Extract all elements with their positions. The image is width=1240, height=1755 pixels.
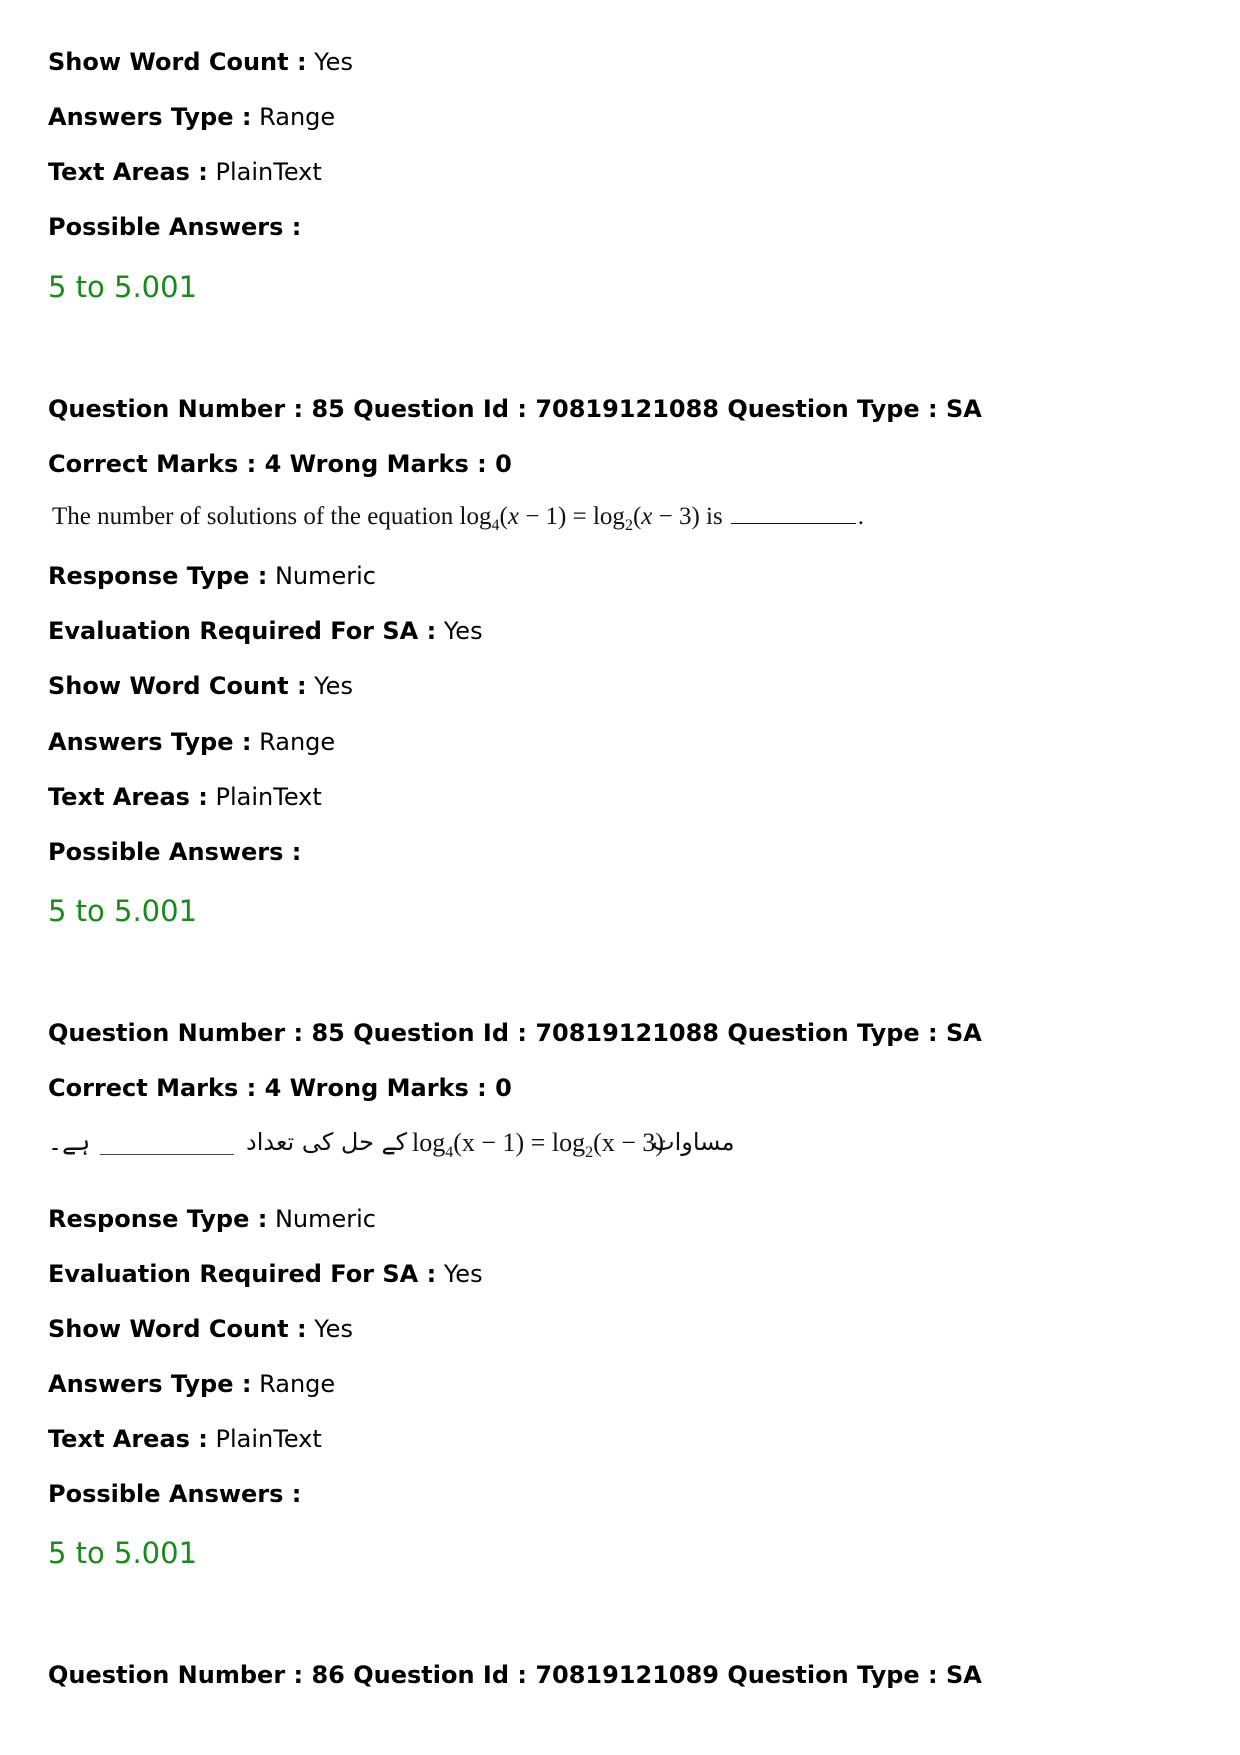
var-x: x [507,503,519,530]
answers-type-row [48,727,335,757]
field-value: Yes [443,617,483,645]
marks-text: Correct Marks : 4 Wrong Marks : 0 [48,1074,512,1102]
possible-answer-value: 5 to 5.001 [48,894,198,928]
field-label: Text Areas : [48,1425,208,1453]
possible-answer-value: 5 to 5.001 [48,1536,198,1570]
text-areas-row [48,1424,322,1454]
field-value: Range [259,1370,336,1398]
text-areas-row [48,157,322,187]
equation-end: − 3) is [652,503,723,530]
field-label: Possible Answers : [48,838,302,866]
answers-type-row [48,1369,335,1399]
question-header [48,394,982,424]
field-label: Text Areas : [48,158,208,186]
answers-type-row [48,102,335,132]
evaluation-row [48,616,483,646]
field-label: Answers Type : [48,1370,252,1398]
equation-log: log [412,1128,446,1157]
paren-open: ( [499,503,508,530]
field-label: Answers Type : [48,103,252,131]
urdu-text-mid: کے حل کی تعداد [246,1128,408,1156]
possible-answers-row [48,1479,301,1509]
log-base-2: 2 [624,517,633,534]
field-label: Answers Type : [48,728,252,756]
equation-end: (x − 3) [593,1128,665,1157]
field-value: Yes [443,1260,483,1288]
field-value: PlainText [215,1425,322,1453]
field-value: Yes [314,48,353,76]
field-value: PlainText [215,783,322,811]
field-label: Evaluation Required For SA : [48,1260,437,1288]
log-base-4: 4 [491,517,500,534]
text-areas-row [48,782,322,812]
question-header-text: Question Number : 85 Question Id : 70819121088 Question Type : SA [48,395,982,423]
field-label: Show Word Count : [48,672,307,700]
equation-middle: (x − 1) = log [453,1128,586,1157]
question-text-urdu [48,1124,735,1170]
possible-answer-value: 5 to 5.001 [48,270,198,304]
field-label: Response Type : [48,1205,268,1233]
question-text [52,500,864,534]
log-base-2: 2 [585,1144,594,1161]
paren-open: ( [632,503,642,530]
field-label: Evaluation Required For SA : [48,617,437,645]
evaluation-row [48,1259,483,1289]
question-header-text: Question Number : 85 Question Id : 70819121088 Question Type : SA [48,1019,982,1047]
field-label: Show Word Count : [48,1315,307,1343]
question-header-text: Question Number : 86 Question Id : 70819121089 Question Type : SA [48,1661,982,1689]
show-word-count-row [48,671,353,701]
field-value: Range [259,103,336,131]
question-header [48,1660,982,1690]
response-type-row [48,1204,376,1234]
show-word-count-row [48,1314,353,1344]
marks-row [48,449,512,479]
urdu-text-end: ہے۔ [48,1128,91,1156]
field-value: Yes [314,1315,353,1343]
possible-answers-row [48,212,301,242]
field-label: Response Type : [48,562,268,590]
answer-blank [731,505,856,524]
answer-blank [100,1154,234,1155]
marks-row [48,1073,512,1103]
field-value: PlainText [215,158,322,186]
show-word-count-row [48,47,353,77]
field-label: Possible Answers : [48,213,302,241]
field-label: Show Word Count : [48,48,307,76]
equation [412,1128,665,1161]
question-prefix: The number of solutions of the equation log [52,503,492,530]
sentence-end: . [857,503,864,530]
field-value: Numeric [274,562,376,590]
field-label: Possible Answers : [48,1480,302,1508]
field-value: Numeric [274,1205,376,1233]
field-label: Text Areas : [48,783,208,811]
var-x: x [641,503,653,530]
urdu-text-start: مساوات [652,1128,735,1156]
possible-answers-row [48,837,301,867]
response-type-row [48,561,376,591]
marks-text: Correct Marks : 4 Wrong Marks : 0 [48,450,512,478]
field-value: Yes [314,672,353,700]
field-value: Range [259,728,336,756]
log-base-4: 4 [445,1144,454,1161]
equation-middle: − 1) = log [518,503,625,530]
question-header [48,1018,982,1048]
